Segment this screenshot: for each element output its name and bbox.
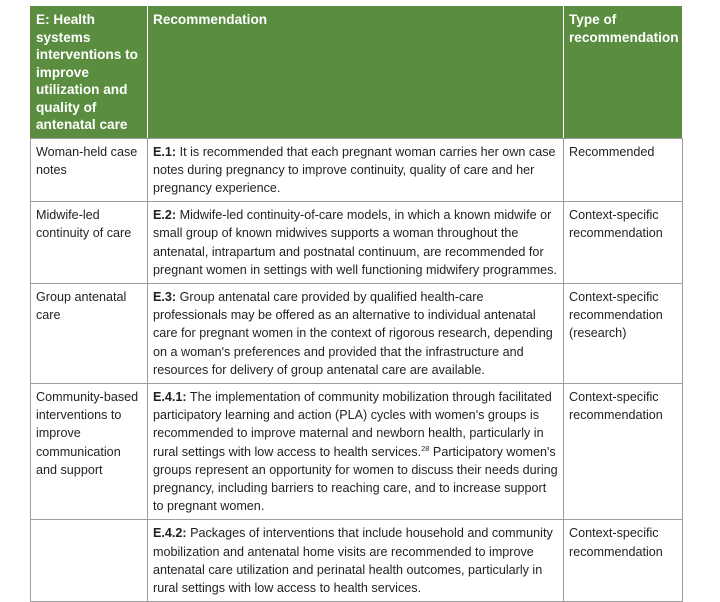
recommendation-code: E.3: [153, 289, 177, 304]
recommendation-text: The implementation of community mobilization through facilitated participatory learning and action (PLA) cycles with women's groups is recommended to improve maternal and newborn health, particularly in rural settings with low access to health services. [153, 389, 552, 459]
recommendation-cell [148, 202, 564, 284]
table-header-row [31, 6, 683, 139]
recommendations-table [30, 5, 683, 602]
type-cell: Context-specific recommendation [564, 383, 683, 519]
type-cell: Recommended [564, 138, 683, 202]
recommendation-text: Midwife-led continuity-of-care models, in which a known midwife or small group of known midwives supports a woman throughout the antenatal, intrapartum and postnatal continuum, are recommended for pregnant women in settings with well functioning midwifery programmes. [153, 208, 557, 277]
type-cell: Context-specific recommendation [564, 520, 683, 602]
header-intervention: E: Health systems interventions to improve utilization and quality of antenatal care [31, 6, 148, 139]
type-cell: Context-specific recommendation [564, 202, 683, 284]
recommendation-cell [148, 520, 564, 602]
recommendation-code: E.2: [153, 208, 177, 223]
recommendation-cell [148, 138, 564, 202]
header-type: Type of recommendation [564, 6, 683, 139]
recommendation-text-continued: Participatory women's groups represent an opportunity for women to discuss their needs during pregnancy, including barriers to reaching care, and to increase support to pregnant women. [153, 444, 558, 514]
recommendation-code: E.4.1: [153, 389, 187, 404]
intervention-cell: Community-based interventions to improve communication and support [31, 383, 148, 519]
intervention-cell: Woman-held case notes [31, 138, 148, 202]
recommendation-code: E.1: [153, 144, 177, 159]
recommendation-code: E.4.2: [153, 526, 187, 541]
reference-superscript: 28 [421, 443, 430, 453]
recommendation-text: Packages of interventions that include household and community mobilization and antenatal home visits are recommended to improve antenatal care utilization and perinatal health outcomes, particularly in rural settings with low access to health services. [153, 526, 553, 595]
header-recommendation: Recommendation [148, 6, 564, 139]
table-row [31, 138, 683, 202]
intervention-cell: Midwife-led continuity of care [31, 202, 148, 284]
intervention-cell: Group antenatal care [31, 283, 148, 383]
type-cell: Context-specific recommendation (research) [564, 283, 683, 383]
table-row [31, 283, 683, 383]
recommendation-text: Group antenatal care provided by qualified health-care professionals may be offered as an alternative to individual antenatal care for pregnant women in the context of rigorous research, depending on a woman's preferences and provided that the infrastructure and resources for delivery of group antenatal care are available. [153, 289, 553, 377]
table-row [31, 520, 683, 602]
table-row [31, 202, 683, 284]
table-row [31, 383, 683, 519]
intervention-cell [31, 520, 148, 602]
recommendation-text: It is recommended that each pregnant woman carries her own case notes during pregnancy to improve continuity, quality of care and her pregnancy experience. [153, 144, 556, 195]
recommendation-cell [148, 383, 564, 519]
recommendation-cell [148, 283, 564, 383]
